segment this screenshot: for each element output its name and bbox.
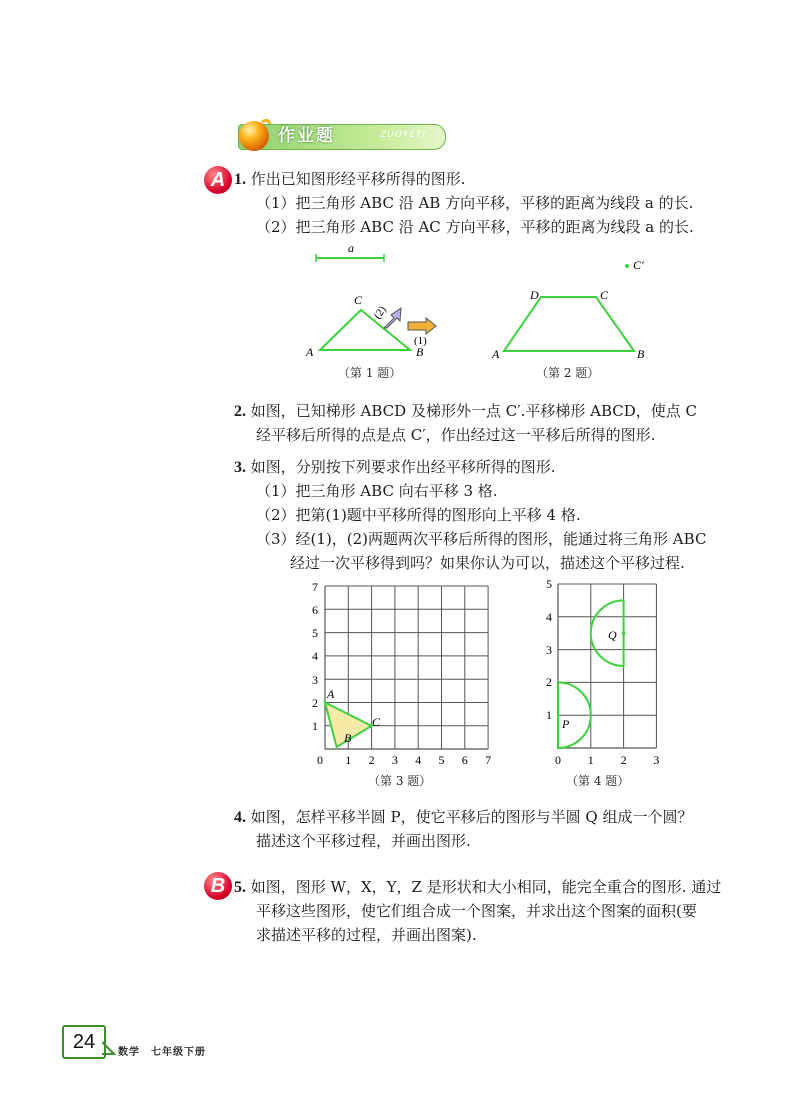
x-tick: 2 bbox=[368, 753, 375, 767]
y-tick: 5 bbox=[546, 577, 552, 591]
question-5-line-2: 平移这些图形，使它们组合成一个图案，并求出这个图案的面积(要 bbox=[256, 902, 697, 920]
question-2 bbox=[234, 398, 697, 425]
y-tick: 3 bbox=[312, 673, 318, 687]
figure-2 bbox=[484, 250, 654, 366]
level-b-badge: B bbox=[204, 872, 232, 900]
semicircle-p-label: P bbox=[562, 717, 570, 731]
point-c-prime-label: C′ bbox=[633, 258, 644, 272]
vertex-c-label: C bbox=[600, 288, 609, 302]
segment-a-label: a bbox=[348, 241, 354, 255]
question-2-number: 2. bbox=[234, 403, 246, 420]
figure-3-caption: （第 3 题） bbox=[368, 774, 432, 788]
y-tick: 1 bbox=[546, 708, 552, 722]
vertex-b-label: B bbox=[637, 347, 645, 361]
arrow-1-label: (1) bbox=[414, 335, 427, 347]
arrow-direction-ab-icon bbox=[408, 318, 436, 334]
y-tick: 2 bbox=[312, 696, 318, 710]
x-tick: 0 bbox=[317, 753, 323, 767]
vertex-a-label: A bbox=[327, 687, 335, 701]
y-tick: 1 bbox=[312, 719, 318, 733]
footer-book-title: 数学 七年级下册 bbox=[118, 1047, 206, 1058]
y-tick: 2 bbox=[546, 675, 552, 689]
question-1 bbox=[234, 166, 466, 193]
question-5-number: 5. bbox=[234, 879, 246, 896]
vertex-c-label: C bbox=[372, 715, 381, 729]
x-tick: 7 bbox=[485, 753, 492, 767]
y-tick: 7 bbox=[312, 580, 318, 594]
vertex-a-label: A bbox=[306, 345, 314, 359]
question-1-sub-2: （2）把三角形 ABC 沿 AC 方向平移，平移的距离为线段 a 的长. bbox=[256, 218, 694, 236]
x-tick: 2 bbox=[620, 753, 627, 767]
question-5-line-3: 求描述平移的过程，并画出图案). bbox=[256, 926, 477, 944]
point-c-prime bbox=[625, 264, 629, 268]
x-tick: 5 bbox=[438, 753, 445, 767]
question-5 bbox=[234, 874, 721, 901]
x-tick: 6 bbox=[461, 753, 468, 767]
question-3-sub-1: （1）把三角形 ABC 向右平移 3 格. bbox=[256, 482, 498, 500]
figure-3-x-ticks bbox=[317, 753, 491, 767]
x-tick: 4 bbox=[415, 753, 422, 767]
question-1-sub-1: （1）把三角形 ABC 沿 AB 方向平移，平移的距离为线段 a 的长. bbox=[256, 194, 694, 212]
x-tick: 1 bbox=[345, 753, 352, 767]
question-4 bbox=[234, 804, 692, 831]
vertex-b-label: B bbox=[416, 345, 424, 359]
orange-ball-icon bbox=[234, 116, 274, 156]
question-4-number: 4. bbox=[234, 809, 246, 826]
semicircle-q-center bbox=[622, 631, 626, 635]
page-tab-icon bbox=[102, 1040, 116, 1056]
x-tick: 3 bbox=[653, 753, 660, 767]
section-subtitle: ZUOYETI bbox=[380, 130, 427, 140]
vertex-c-label: C bbox=[354, 293, 363, 307]
vertex-a-label: A bbox=[492, 347, 500, 361]
question-3-sub-2: （2）把第(1)题中平移所得的图形向上平移 4 格. bbox=[256, 506, 581, 524]
question-4-line-2: 描述这个平移过程，并画出图形. bbox=[256, 832, 471, 850]
figure-4-caption: （第 4 题） bbox=[566, 774, 630, 788]
section-title: 作业题 bbox=[278, 126, 335, 146]
level-a-badge: A bbox=[204, 166, 232, 194]
semicircle-q-label: Q bbox=[608, 628, 617, 642]
question-1-number: 1. bbox=[234, 171, 246, 188]
arrow-2-label: (2) bbox=[371, 303, 389, 322]
question-4-line-1: 如图，怎样平移半圆 P，使它平移后的图形与半圆 Q 组成一个圆？ bbox=[250, 808, 693, 826]
figure-2-caption: （第 2 题） bbox=[536, 366, 600, 380]
question-2-line-2: 经平移后所得的点是点 C′，作出经过这一平移后所得的图形. bbox=[256, 426, 656, 444]
y-tick: 3 bbox=[546, 643, 552, 657]
question-3 bbox=[234, 454, 556, 481]
question-3-sub-3-line-2: 经过一次平移得到吗？如果你认为可以，描述这个平移过程. bbox=[290, 554, 685, 572]
figure-1-caption: （第 1 题） bbox=[338, 366, 402, 380]
page-number: 24 bbox=[62, 1025, 106, 1059]
figure-3-y-ticks bbox=[312, 580, 318, 733]
figure-4-grid bbox=[558, 584, 656, 748]
question-3-text: 如图，分别按下列要求作出经平移所得的图形. bbox=[250, 458, 556, 476]
vertex-d-label: D bbox=[530, 288, 539, 302]
y-tick: 4 bbox=[312, 649, 318, 663]
x-tick: 3 bbox=[391, 753, 398, 767]
question-3-sub-3-line-1: （3）经(1)，(2)两题两次平移后所得的图形，能通过将三角形 ABC bbox=[256, 530, 707, 548]
vertex-b-label: B bbox=[344, 731, 352, 745]
question-5-line-1: 如图，图形 W，X，Y，Z 是形状和大小相同，能完全重合的图形. 通过 bbox=[250, 878, 722, 896]
question-3-number: 3. bbox=[234, 459, 246, 476]
figure-4 bbox=[540, 576, 670, 772]
figure-4-x-ticks bbox=[555, 753, 659, 767]
question-2-line-1: 如图，已知梯形 ABCD 及梯形外一点 C′.平移梯形 ABCD，使点 C bbox=[250, 402, 698, 420]
x-tick: 1 bbox=[587, 753, 594, 767]
y-tick: 6 bbox=[312, 603, 318, 617]
y-tick: 4 bbox=[546, 610, 552, 624]
x-tick: 0 bbox=[555, 753, 561, 767]
figure-3 bbox=[300, 576, 500, 772]
trapezoid-abcd bbox=[504, 297, 634, 351]
figure-4-y-ticks bbox=[546, 577, 552, 722]
question-1-text: 作出已知图形经平移所得的图形. bbox=[250, 170, 466, 188]
y-tick: 5 bbox=[312, 626, 318, 640]
